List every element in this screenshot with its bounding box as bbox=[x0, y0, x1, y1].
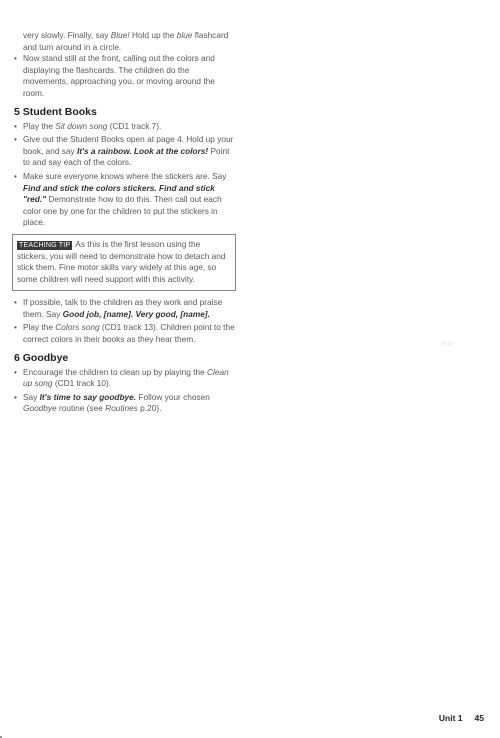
teacher-language: It's a rainbow. Look at the colors! bbox=[76, 145, 209, 156]
intro-text-2: Hold up the bbox=[129, 30, 177, 40]
intro-text-1: very slowly. Finally, say bbox=[23, 30, 111, 40]
text-span: Say bbox=[23, 391, 40, 402]
text-span: Play the bbox=[23, 322, 56, 333]
text-span: Play the bbox=[23, 120, 56, 131]
teaching-tip-box bbox=[12, 234, 236, 291]
section-heading-goodbye: 6 Goodbye bbox=[14, 351, 69, 364]
margin-mark: ISDI bbox=[442, 342, 454, 348]
routine-reference: Routines bbox=[105, 403, 138, 414]
intro-text-3: flashcard and turn around in a circle. bbox=[23, 30, 229, 52]
text-span: (CD1 track 13). Children point to the correct colors in their books as they hear them. bbox=[23, 322, 235, 345]
text-span: (CD1 track 7). bbox=[107, 120, 162, 131]
after-tip-list bbox=[14, 297, 236, 345]
text-span: p.20). bbox=[137, 403, 162, 414]
list-item bbox=[14, 171, 236, 229]
intro-paragraph bbox=[14, 30, 236, 53]
text-span: Point to and say each of the colors. bbox=[23, 145, 230, 168]
text-span: If possible, talk to the children as they work and praise them. Say bbox=[23, 297, 223, 319]
text-span: Encourage the children to clean up by playing the bbox=[23, 366, 208, 377]
list-item bbox=[14, 297, 236, 320]
list-item bbox=[14, 322, 236, 345]
page-footer bbox=[427, 713, 484, 723]
list-item bbox=[14, 134, 236, 169]
section-heading-student-books: 5 Student Books bbox=[14, 105, 97, 118]
text-span: routine (see bbox=[56, 403, 106, 414]
text-span: Follow your chosen bbox=[136, 391, 210, 402]
list-item bbox=[14, 392, 236, 415]
footer-page-number: 45 bbox=[474, 713, 484, 723]
teacher-language: Find and stick the colors stickers. Find and stick "red." bbox=[23, 182, 215, 205]
goodbye-list bbox=[14, 367, 236, 415]
teaching-tip-text: As this is the first lesson using the stickers, you will need to demonstrate how to detach and stick them. Fine motor skills vary widely at this age, so some children will need support with this activity. bbox=[17, 238, 226, 284]
teacher-language: Good job, [name]. Very good, [name]. bbox=[62, 308, 210, 319]
student-books-list bbox=[14, 121, 236, 229]
song-title: Colors song bbox=[55, 322, 100, 333]
intro-emphasis-blue: blue bbox=[176, 30, 193, 40]
text-span: (CD1 track 10). bbox=[52, 378, 112, 389]
routine-name: Goodbye bbox=[23, 403, 57, 414]
song-title: Sit down song bbox=[55, 120, 108, 131]
list-item bbox=[14, 367, 236, 390]
text-span: Give out the Student Books open at page 4. Hold up your book, and say bbox=[23, 134, 234, 156]
text-span: Demonstrate how to do this. Then call out each color one by one for the children to put the stickers in place. bbox=[23, 194, 222, 228]
intro-bullet-list bbox=[14, 53, 236, 99]
list-item bbox=[14, 121, 236, 133]
song-title: Clean up song bbox=[23, 366, 229, 389]
text-span: Make sure everyone knows where the stickers are. Say bbox=[23, 170, 227, 181]
teacher-language: It's time to say goodbye. bbox=[39, 391, 137, 402]
footer-unit-label: Unit 1 bbox=[438, 713, 463, 723]
main-text-column bbox=[14, 30, 236, 417]
intro-emphasis-blue-exclaim: Blue! bbox=[110, 30, 130, 40]
intro-bullet-text: Now stand still at the front, calling out the colors and displaying the flashcards. The children do the movements, approaching you, or moving around the room. bbox=[23, 53, 215, 98]
list-item bbox=[14, 53, 236, 99]
teaching-tip-badge: TEACHING TIP bbox=[19, 241, 71, 249]
